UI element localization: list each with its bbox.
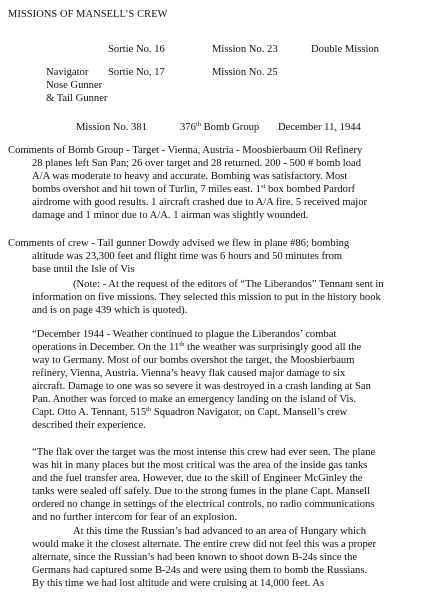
quote-line: way to Germany. Most of our bombs overshot the target, the Moosbierbaum bbox=[32, 355, 355, 366]
quote-line: alternate, since the Russian’s had been known to shoot down B-24s since the bbox=[32, 552, 358, 563]
mission-381: Mission No. 381 bbox=[76, 122, 147, 133]
crew-comment-line: Comments of crew - Tail gunner Dowdy advised we flew in plane #86; bombing bbox=[8, 238, 350, 249]
quote-line: By this time we had lost altitude and were cruising at 14,000 feet. As bbox=[32, 578, 325, 589]
quote-line: “The flak over the target was the most intense this crew had ever seen. The plane bbox=[32, 447, 376, 458]
quote-line: “December 1944 - Weather continued to plague the Liberandos’ combat bbox=[32, 329, 337, 340]
quote-line: Capt. Otto A. Tennant, 515th Squadron Navigator, on Capt. Mansell’s crew bbox=[32, 406, 348, 418]
quote-line: and no further intercom for fear of an explosion. bbox=[32, 512, 238, 523]
role-navigator: Navigator bbox=[46, 67, 89, 78]
bomb-group-line: damage and 1 minor due to A/A. 1 airman was slightly wounded. bbox=[32, 210, 309, 221]
editor-note-line: (Note: - At the request of the editors of “The Liberandos” Tennant sent in bbox=[73, 279, 384, 290]
role-nose-gunner: Nose Gunner bbox=[46, 80, 103, 91]
quote-line: ordered no change in settings of the electrical controls, no radio communications bbox=[32, 499, 375, 510]
bomb-group-line: Comments of Bomb Group - Target - Vienna, Austria - Moosbierbaum Oil Refinery bbox=[8, 145, 363, 156]
bomb-group: 376th Bomb Group bbox=[180, 121, 260, 133]
quote-line: tanks were sealed off safely. Due to the strong fumes in the plane Capt. Mansell bbox=[32, 486, 371, 497]
crew-comment-line: base until the Isle of Vis bbox=[32, 264, 135, 275]
quote-line: described their experience. bbox=[32, 420, 146, 431]
sortie-17: Sortie No, 17 bbox=[108, 67, 165, 78]
editor-note-line: information on five missions. They selected this mission to put in the history book bbox=[32, 292, 381, 303]
quote-line: operations in December. On the 11th the weather was surprisingly good all the bbox=[32, 341, 362, 353]
sortie-16: Sortie No. 16 bbox=[108, 44, 165, 55]
quote-line: At this time the Russian’s had advanced to an area of Hungary which bbox=[73, 526, 367, 537]
mission-25: Mission No. 25 bbox=[212, 67, 278, 78]
editor-note-line: and is on page 439 which is quoted). bbox=[32, 305, 188, 316]
bomb-group-line: 28 planes left San Pan; 26 over target and 28 returned. 200 - 500 # bomb load bbox=[32, 158, 362, 169]
quote-line: was hit in many places but the most critical was the area of the inside gas tanks bbox=[32, 460, 368, 471]
quote-line: refinery, Vienna, Austria. Vienna’s heavy flak caused major damage to six bbox=[32, 368, 346, 379]
quote-line: Pan. Another was forced to make an emergency landing on the island of Vis. bbox=[32, 394, 357, 405]
bomb-group-line: A/A was moderate to heavy and accurate. Bombing was satisfactory. Most bbox=[32, 171, 348, 182]
mission-date: December 11, 1944 bbox=[278, 122, 361, 133]
page-title: MISSIONS OF MANSELL’S CREW bbox=[8, 9, 168, 20]
bomb-group-line: bombs overshot and hit town of Turlin, 7 miles east. 1st box bombed Pardorf bbox=[32, 183, 356, 195]
mission-23: Mission No. 23 bbox=[212, 44, 278, 55]
role-tail-gunner: & Tail Gunner bbox=[46, 93, 108, 104]
quote-line: Germans had captured some B-24s and were using them to bomb the Russians. bbox=[32, 565, 368, 576]
quote-line: aircraft. Damage to one was so severe it was destroyed in a crash landing at San bbox=[32, 381, 371, 392]
quote-line: and the fuel transfer area. However, due to the skill of Engineer McGinley the bbox=[32, 473, 363, 484]
crew-comment-line: altitude was 23,300 feet and flight time was 6 hours and 50 minutes from bbox=[32, 251, 343, 262]
bomb-group-line: airdrome with good results. 1 aircraft crashed due to A/A fire. 5 received major bbox=[32, 197, 368, 208]
quote-line: would make it the closest alternate. The entire crew did not feel this was a proper bbox=[32, 539, 376, 550]
double-mission-note: Double Mission bbox=[311, 44, 379, 55]
